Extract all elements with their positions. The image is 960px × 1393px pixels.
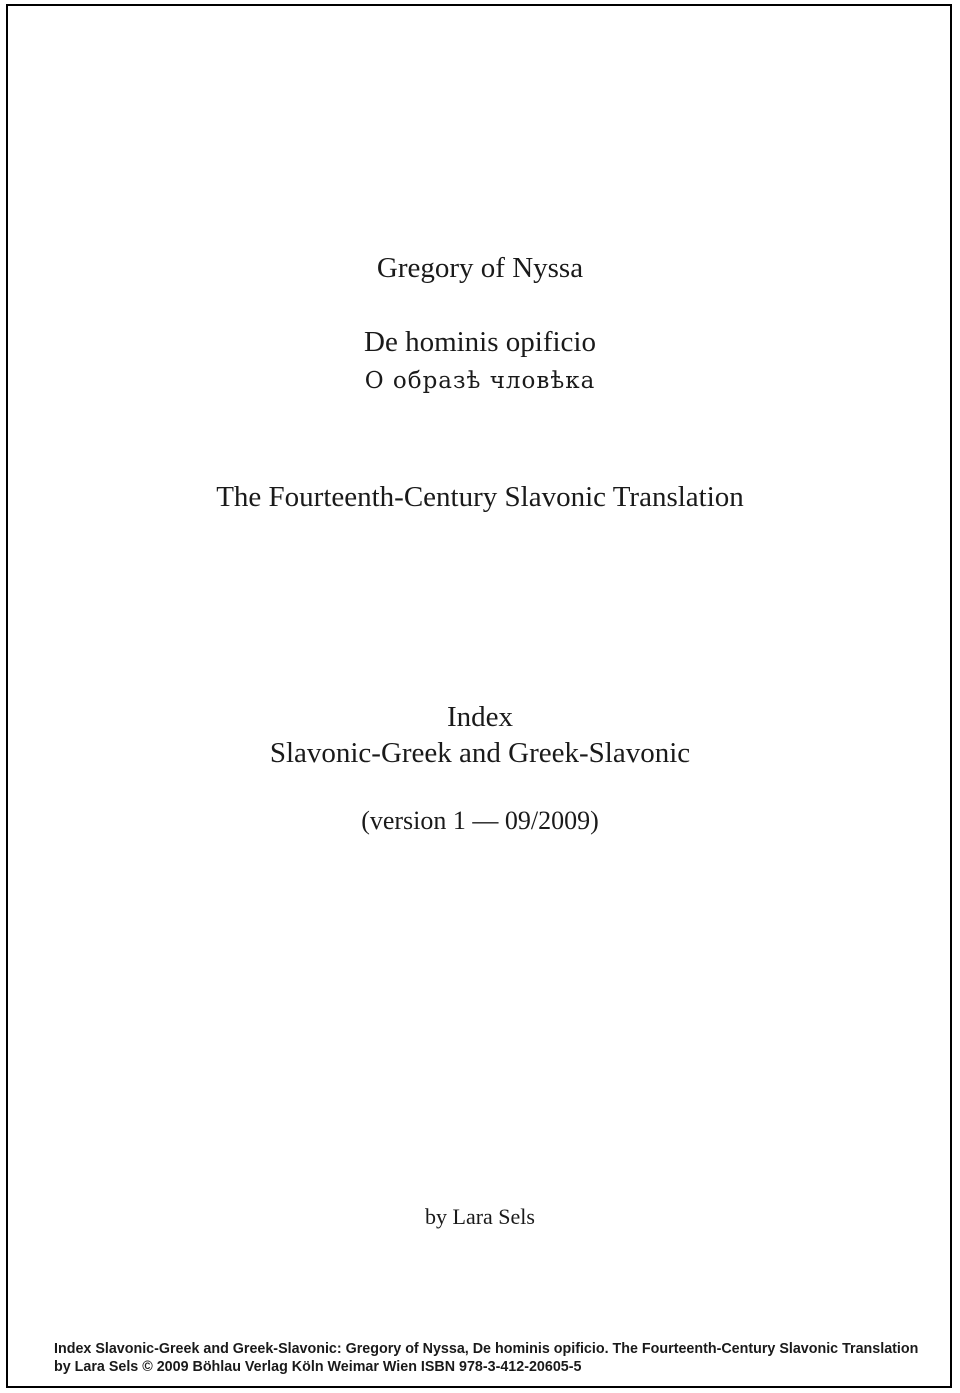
page-border (6, 4, 952, 1388)
work-title-latin: De hominis opificio (364, 326, 596, 358)
version-note: (version 1 — 09/2009) (361, 806, 599, 835)
subtitle: The Fourteenth-Century Slavonic Translation (216, 481, 744, 513)
citation-line-2: by Lara Sels © 2009 Böhlau Verlag Köln Weimar Wien ISBN 978-3-412-20605-5 (54, 1359, 582, 1375)
index-description: Slavonic-Greek and Greek-Slavonic (269, 737, 691, 769)
author-name: Gregory of Nyssa (376, 252, 584, 284)
citation-footer (54, 1340, 934, 1376)
byline: by Lara Sels (425, 1204, 535, 1229)
index-heading: Index (446, 701, 514, 733)
citation-line-1: Index Slavonic-Greek and Greek-Slavonic: Gregory of Nyssa, De hominis opificio. The Fourteenth-Century Slavonic Translation (54, 1341, 919, 1357)
work-title-slavonic: О образѣ чловѣка (364, 368, 596, 394)
